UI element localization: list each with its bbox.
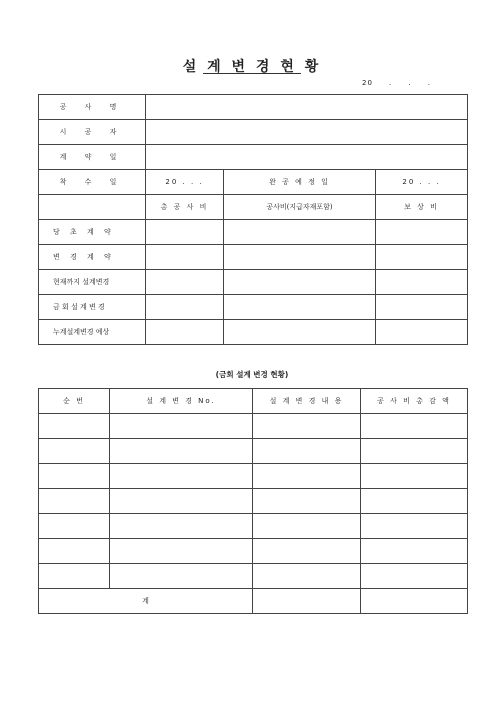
contract-date-value[interactable]	[146, 145, 468, 170]
table-row	[39, 320, 468, 345]
cell[interactable]	[146, 270, 224, 295]
label-contract-date: 계 약 일	[39, 145, 146, 170]
table-row	[39, 414, 468, 439]
cell[interactable]	[253, 539, 361, 564]
start-date-value[interactable]: 20 . . .	[146, 170, 224, 195]
cell[interactable]	[110, 514, 253, 539]
cell[interactable]	[376, 245, 468, 270]
cell[interactable]	[39, 539, 110, 564]
title-underline	[203, 73, 301, 74]
cell[interactable]	[253, 464, 361, 489]
cell[interactable]	[376, 295, 468, 320]
table-row	[39, 245, 468, 270]
table-row	[39, 145, 468, 170]
row-label: 누계설계변경 예상	[39, 320, 146, 345]
row-label: 현재까지 설계변경	[39, 270, 146, 295]
col-header-change-content: 설 계 변 경 내 용	[253, 389, 361, 414]
table-row	[39, 439, 468, 464]
row-label: 당 초 계 약	[39, 220, 146, 245]
cell[interactable]	[253, 414, 361, 439]
col-header-construction-cost: 공사비(지급자재포함)	[224, 195, 376, 220]
row-label: 변 경 계 약	[39, 245, 146, 270]
col-header-change-no: 설 계 변 경 No.	[110, 389, 253, 414]
cell[interactable]	[110, 489, 253, 514]
table-row	[39, 489, 468, 514]
cell[interactable]	[110, 464, 253, 489]
label-project-name: 공 사 명	[39, 95, 146, 120]
cell[interactable]	[376, 270, 468, 295]
table-row	[39, 564, 468, 589]
cell[interactable]	[361, 589, 468, 614]
table-row	[39, 270, 468, 295]
page-title: 설 계 변 경 현 황	[182, 59, 322, 75]
table-row	[39, 95, 468, 120]
cell[interactable]	[110, 564, 253, 589]
label-contractor: 시 공 자	[39, 120, 146, 145]
cell[interactable]	[110, 414, 253, 439]
cell[interactable]	[146, 245, 224, 270]
col-header-total-cost: 총 공 사 비	[146, 195, 224, 220]
table-row	[39, 295, 468, 320]
summary-table	[38, 94, 468, 345]
table-row	[39, 464, 468, 489]
cell[interactable]	[39, 514, 110, 539]
cell[interactable]	[39, 439, 110, 464]
cell[interactable]	[39, 564, 110, 589]
cell[interactable]	[146, 320, 224, 345]
cell[interactable]	[224, 320, 376, 345]
date-line: 20 . . .	[362, 79, 431, 87]
table-header-row	[39, 389, 468, 414]
cell[interactable]	[361, 414, 468, 439]
completion-date-value[interactable]: 20 . . .	[376, 170, 468, 195]
table-row	[39, 514, 468, 539]
cell[interactable]	[361, 464, 468, 489]
cell[interactable]	[361, 489, 468, 514]
cell[interactable]	[146, 220, 224, 245]
row-label: 금 회 설 계 변 경	[39, 295, 146, 320]
col-header-compensation: 보 상 비	[376, 195, 468, 220]
cell[interactable]	[361, 539, 468, 564]
cell[interactable]	[39, 489, 110, 514]
table-row	[39, 170, 468, 195]
col-header-number: 순 번	[39, 389, 110, 414]
cell[interactable]	[110, 439, 253, 464]
cell[interactable]	[361, 564, 468, 589]
cell[interactable]	[361, 514, 468, 539]
label-start-date: 착 수 일	[39, 170, 146, 195]
table-row	[39, 120, 468, 145]
section-subtitle: (금회 설계 변경 현황)	[215, 370, 289, 379]
total-label: 계	[39, 589, 253, 614]
cell[interactable]	[253, 439, 361, 464]
empty-header-cell	[39, 195, 146, 220]
contractor-value[interactable]	[146, 120, 468, 145]
cell[interactable]	[376, 320, 468, 345]
cell[interactable]	[253, 489, 361, 514]
cell[interactable]	[361, 439, 468, 464]
cell[interactable]	[110, 539, 253, 564]
cell[interactable]	[376, 220, 468, 245]
table-row	[39, 220, 468, 245]
label-completion-date: 완 공 예 정 일	[224, 170, 376, 195]
total-row	[39, 589, 468, 614]
cell[interactable]	[224, 220, 376, 245]
cell[interactable]	[146, 295, 224, 320]
cell[interactable]	[224, 295, 376, 320]
cell[interactable]	[253, 564, 361, 589]
cell[interactable]	[253, 514, 361, 539]
cell[interactable]	[39, 464, 110, 489]
project-name-value[interactable]	[146, 95, 468, 120]
table-row	[39, 539, 468, 564]
detail-table	[38, 388, 468, 614]
table-row	[39, 195, 468, 220]
cell[interactable]	[224, 270, 376, 295]
cell[interactable]	[39, 414, 110, 439]
col-header-cost-change: 공 사 비 총 감 액	[361, 389, 468, 414]
cell[interactable]	[224, 245, 376, 270]
cell[interactable]	[253, 589, 361, 614]
